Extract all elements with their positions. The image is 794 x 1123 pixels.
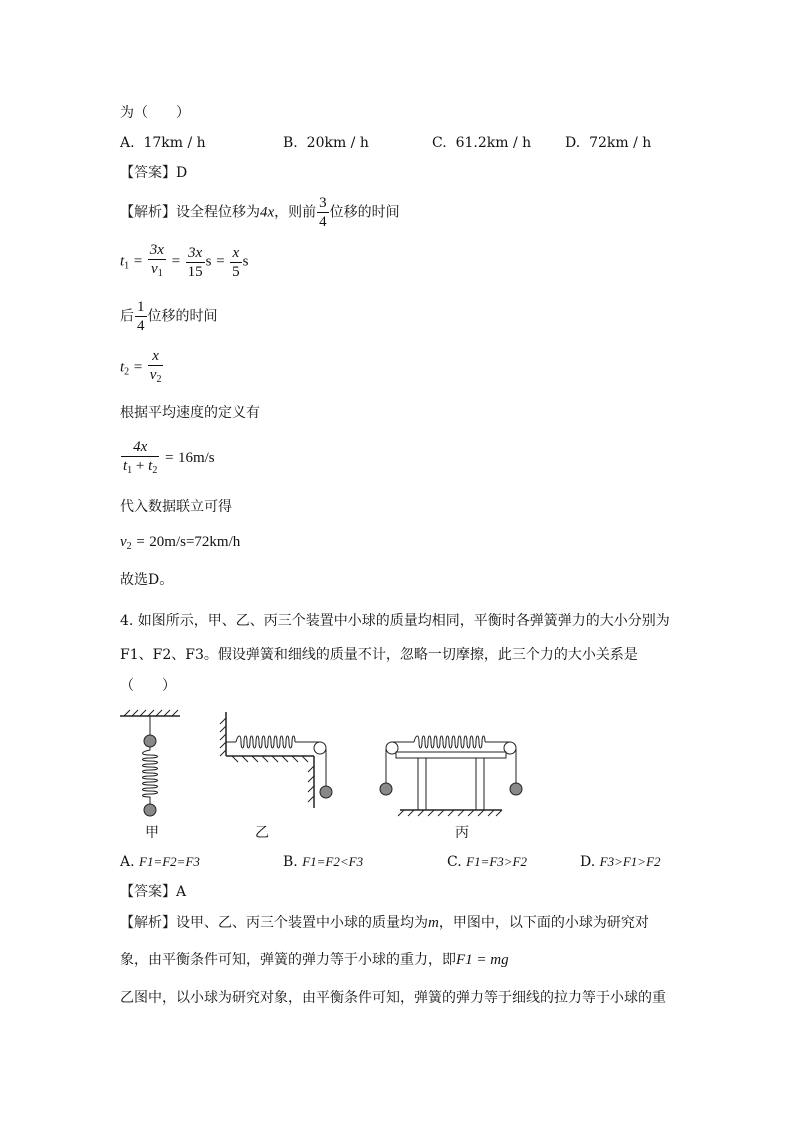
- figure-yi: [218, 708, 338, 816]
- pulley: [314, 742, 326, 754]
- ball-left: [380, 783, 392, 795]
- q4-stem-line-2: F1、F2、F3。假设弹簧和细线的质量不计，忽略一切摩擦，此三个力的大小关系是: [120, 647, 638, 663]
- q4-option-b: B. F1=F2<F3: [283, 854, 364, 870]
- fraction-three-quarters: $\frac{3}{4}$: [319, 195, 327, 230]
- average-speed-definition: 根据平均速度的定义有: [120, 405, 260, 421]
- q4-analysis-line-3: 乙图中，以小球为研究对象，由平衡条件可知，弹簧的弹力等于细线的拉力等于小球的重: [120, 990, 666, 1006]
- table-leg-left: [418, 758, 426, 810]
- q4-stem-line-3: （ ）: [120, 678, 176, 694]
- equation-average-speed: $\frac{4x}{t_1 + t_2}$ = 16m/s: [123, 438, 215, 476]
- answer-line: [120, 163, 187, 183]
- spring: [414, 736, 485, 748]
- table-leg-right: [476, 758, 484, 810]
- question-stem-tail: 为（ ）: [120, 105, 190, 121]
- ball-right: [510, 783, 522, 795]
- q4-analysis-line-1: 【解析】设甲、乙、丙三个装置中小球的质量均为m，甲图中，以下面的小球为研究对: [120, 915, 649, 931]
- equation-t1: $t_1$ = $\frac{3x}{v_1}$ = $\frac{3x}{15}$ s = $\frac{x}{5}$ s: [120, 242, 249, 280]
- figure-label-jia: 甲: [145, 825, 159, 841]
- answer-tag: 【答案】: [120, 884, 176, 900]
- conclusion-line: 故选D。: [120, 572, 174, 588]
- substitute-line: 代入数据联立可得: [120, 499, 232, 515]
- q4-answer-line: [120, 882, 186, 902]
- figure-bing: [372, 728, 532, 820]
- analysis-line-1: 【解析】设全程位移为4x，则前 $\frac{3}{4}$ 位移的时间: [120, 195, 400, 230]
- q4-stem-line-1: 4. 如图所示，甲、乙、丙三个装置中小球的质量均相同，平衡时各弹簧弹力的大小分别为: [120, 613, 670, 629]
- option-b: B. 20km / h: [283, 135, 369, 151]
- answer-tag: 【答案】: [120, 165, 176, 181]
- ground-hatch: [398, 810, 502, 816]
- upper-ball: [144, 735, 156, 747]
- after-quarter-line: 后 $\frac{1}{4}$ 位移的时间: [120, 299, 218, 334]
- spring: [143, 747, 158, 804]
- q4-analysis-line-2: 象，由平衡条件可知，弹簧的弹力等于小球的重力，即F1 = mg: [120, 952, 509, 968]
- hanging-ball: [320, 786, 332, 798]
- wall-hatch: [220, 718, 226, 756]
- answer-value: D: [176, 165, 188, 181]
- equation-v2: $v_2 = 20m/s=72km/h$: [120, 534, 241, 552]
- q4-option-c: C. F1=F3>F2: [447, 854, 527, 870]
- q4-option-d: D. F3>F1>F2: [580, 854, 661, 870]
- table-hatch: [232, 756, 314, 802]
- ceiling-hatch: [124, 710, 178, 716]
- option-c: C. 61.2km / h: [432, 135, 532, 151]
- equation-t2: $t_2$ = $\frac{x}{v_2}$: [120, 348, 162, 385]
- figure-label-bing: 丙: [455, 825, 469, 841]
- table-top: [396, 752, 506, 758]
- answer-value: A: [176, 884, 187, 900]
- q4-option-a: A. F1=F2=F3: [120, 854, 200, 870]
- lower-ball: [144, 804, 156, 816]
- option-d: D. 72km / h: [565, 135, 652, 151]
- spring: [236, 736, 295, 748]
- figure-jia: [118, 708, 188, 826]
- option-a: A. 17km / h: [120, 135, 206, 151]
- figure-label-yi: 乙: [255, 825, 269, 841]
